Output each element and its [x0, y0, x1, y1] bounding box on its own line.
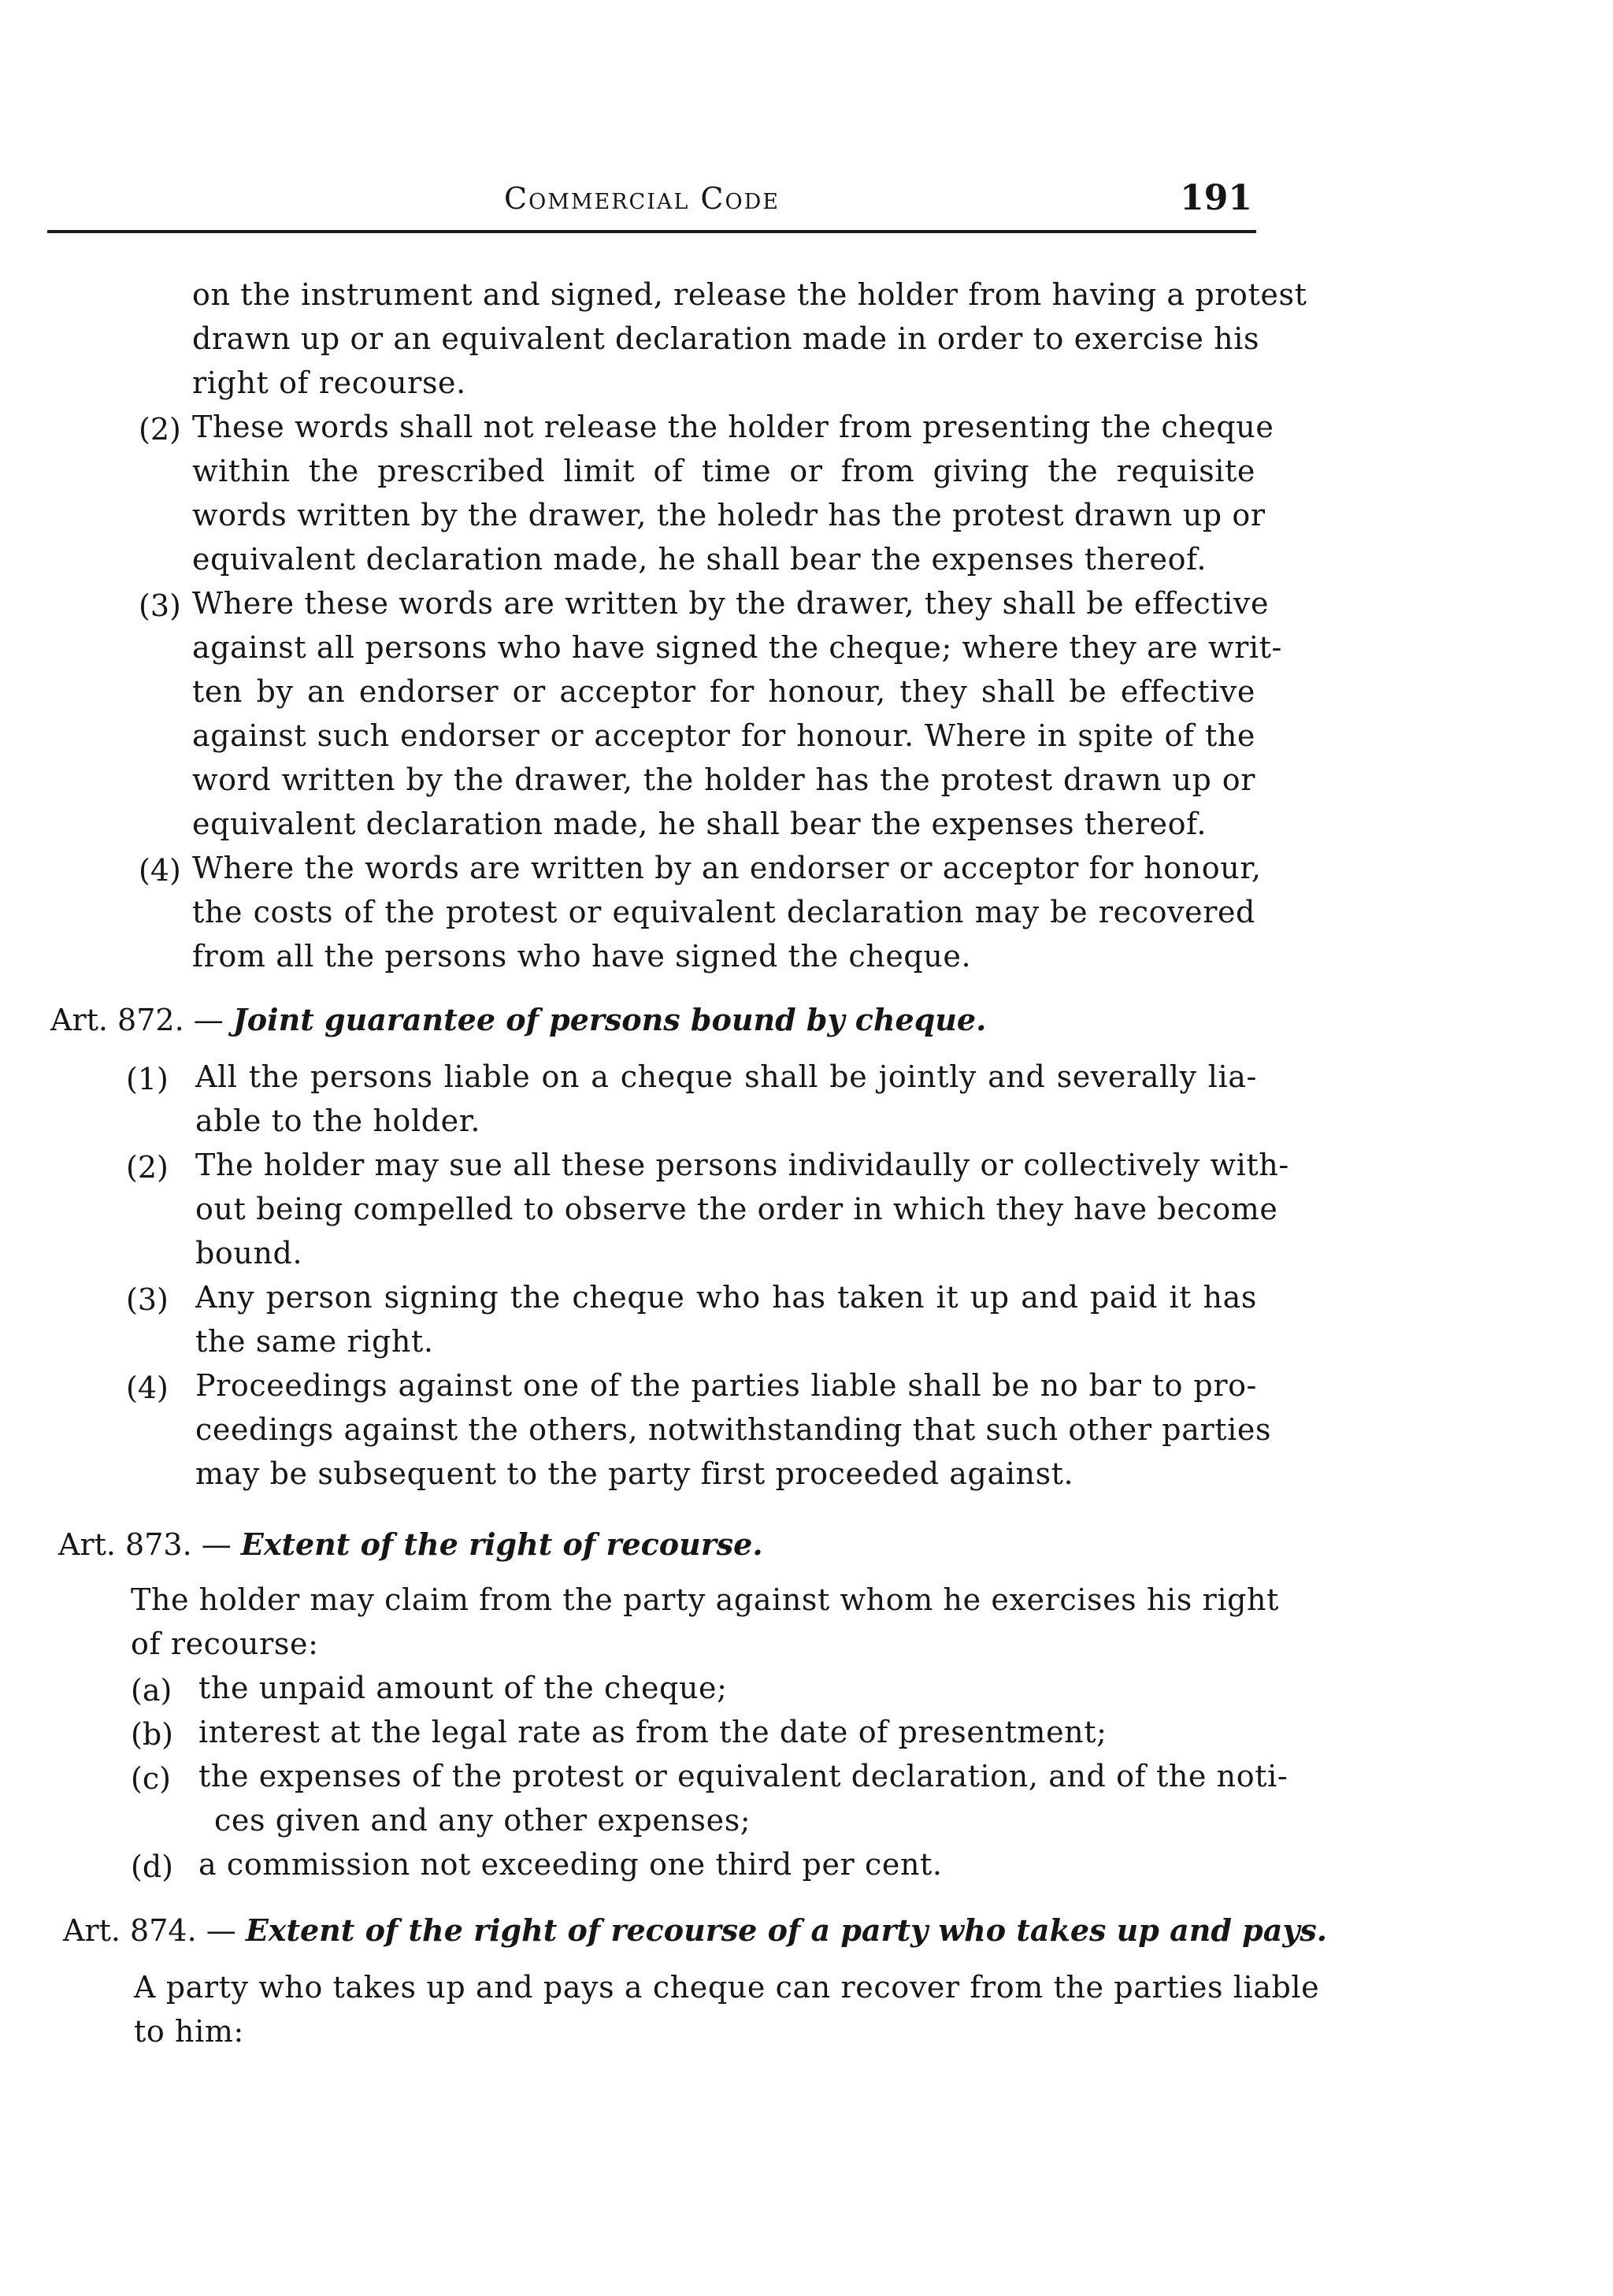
article-number: Art. 872. — — [50, 1003, 224, 1037]
continuation-line: on the instrument and signed, release the holder from having a protest — [192, 277, 1307, 312]
continuation-line: drawn up or an equivalent declaration made in order to exercise his — [192, 321, 1260, 356]
article-number: Art. 874. — — [63, 1913, 236, 1948]
item-line: ces given and any other expenses; — [214, 1803, 751, 1838]
article-heading-872 — [50, 1002, 986, 1037]
item-line: The holder may sue all these persons individaully or collectively with- — [195, 1148, 1289, 1182]
item-label: (a) — [131, 1673, 172, 1708]
item-label: (4) — [139, 853, 181, 888]
item-line: against all persons who have signed the cheque; where they are writ- — [192, 630, 1282, 665]
header-rule — [47, 230, 1256, 233]
page-number: 191 — [1180, 178, 1252, 218]
article-number: Art. 873. — — [58, 1527, 232, 1562]
item-line: word written by the drawer, the holder has the protest drawn up or — [192, 762, 1255, 797]
item-line: from all the persons who have signed the cheque. — [192, 939, 972, 974]
intro-line: to him: — [134, 2014, 244, 2049]
item-line: Where the words are written by an endorser or acceptor for honour, — [192, 851, 1262, 885]
item-line: equivalent declaration made, he shall bear the expenses thereof. — [192, 542, 1207, 577]
intro-line: A party who takes up and pays a cheque can recover from the parties liable — [134, 1970, 1320, 2005]
article-heading-873 — [58, 1526, 763, 1562]
item-line: the expenses of the protest or equivalent declaration, and of the noti- — [198, 1759, 1289, 1793]
item-line: All the persons liable on a cheque shall be jointly and severally lia- — [195, 1059, 1257, 1094]
item-line: Any person signing the cheque who has taken it up and paid it has — [195, 1280, 1257, 1315]
article-title: Joint guarantee of persons bound by cheque. — [232, 1002, 987, 1037]
item-label: (2) — [126, 1150, 169, 1185]
item-line: equivalent declaration made, he shall bear the expenses thereof. — [192, 807, 1207, 841]
item-line: These words shall not release the holder from presenting the cheque — [192, 410, 1274, 444]
item-line: against such endorser or acceptor for honour. Where in spite of the — [192, 718, 1255, 753]
article-heading-874 — [63, 1912, 1327, 1948]
item-line: bound. — [195, 1236, 303, 1270]
running-title: Commercial Code — [504, 181, 780, 216]
item-line: able to the holder. — [195, 1103, 481, 1138]
item-label: (b) — [131, 1717, 173, 1752]
running-header — [47, 178, 1252, 225]
article-title: Extent of the right of recourse. — [240, 1526, 763, 1562]
item-line: Where these words are written by the drawer, they shall be effective — [192, 586, 1270, 621]
item-line: Proceedings against one of the parties liable shall be no bar to pro- — [195, 1368, 1257, 1403]
item-line: a commission not exceeding one third per cent. — [198, 1847, 943, 1882]
item-line: the same right. — [195, 1324, 434, 1359]
intro-line: The holder may claim from the party against whom he exercises his right — [131, 1582, 1279, 1617]
item-label: (1) — [126, 1062, 169, 1096]
item-line: interest at the legal rate as from the date of presentment; — [198, 1715, 1107, 1749]
item-line: ten by an endorser or acceptor for honour, they shall be effective — [192, 674, 1255, 709]
item-label: (3) — [139, 588, 181, 623]
item-line: the costs of the protest or equivalent declaration may be recovered — [192, 895, 1255, 929]
item-line: ceedings against the others, notwithstanding that such other parties — [195, 1412, 1272, 1447]
item-label: (3) — [126, 1282, 169, 1317]
item-line: may be subsequent to the party first proceeded against. — [195, 1456, 1074, 1491]
item-line: words written by the drawer, the holedr has the protest drawn up or — [192, 498, 1266, 532]
item-label: (2) — [139, 412, 181, 447]
item-label: (d) — [131, 1849, 173, 1884]
item-label: (c) — [131, 1761, 171, 1796]
intro-line: of recourse: — [131, 1626, 319, 1661]
item-line: within the prescribed limit of time or from giving the requisite — [192, 454, 1255, 488]
item-line: out being compelled to observe the order in which they have become — [195, 1192, 1278, 1226]
article-title: Extent of the right of recourse of a party who takes up and pays. — [245, 1912, 1328, 1948]
item-label: (4) — [126, 1371, 169, 1405]
continuation-line: right of recourse. — [192, 365, 466, 400]
item-line: the unpaid amount of the cheque; — [198, 1671, 728, 1705]
